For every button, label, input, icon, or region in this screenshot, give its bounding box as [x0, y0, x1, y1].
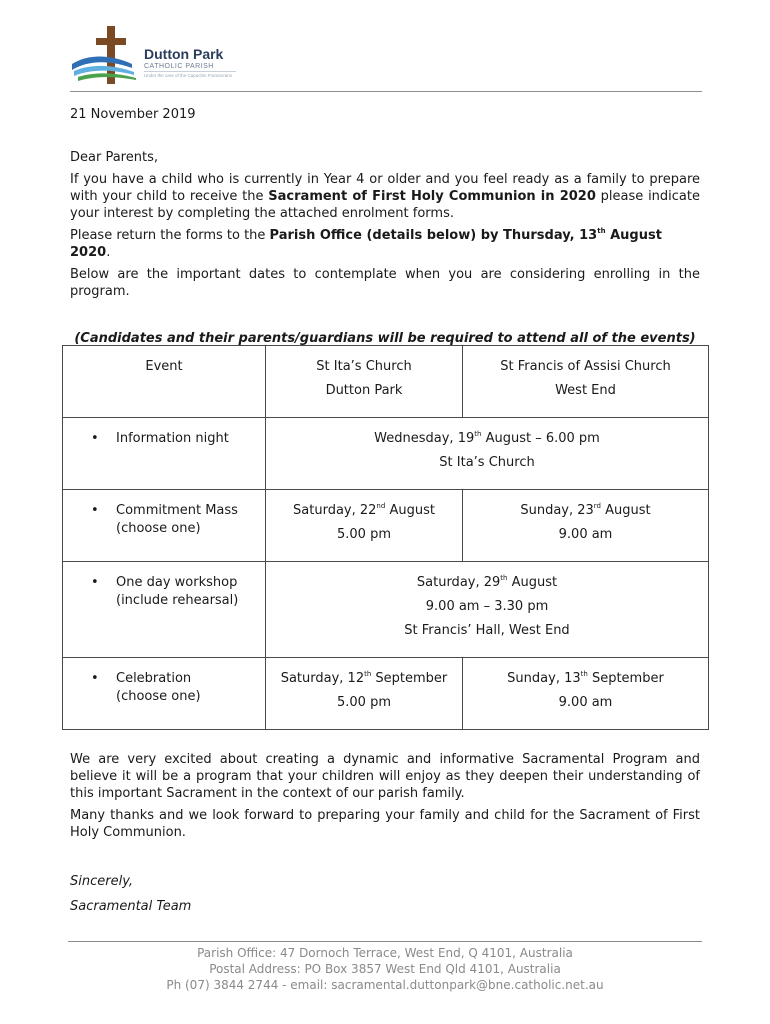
letter-date: 21 November 2019	[70, 107, 196, 122]
celebration-st-itas	[266, 658, 463, 730]
celebration-st-itas-date	[266, 667, 462, 691]
intro-text-1a: If you have a child who is currently in Year 4 or older and you feel ready as a family to prepare with your child to receive the	[70, 172, 700, 204]
logo-name: Dutton Park	[144, 46, 224, 62]
workshop-venue: St Francis’ Hall, West End	[404, 623, 570, 638]
header-st-francis-name: St Francis of Assisi Church	[500, 359, 671, 374]
celebration-st-francis-ordinal: th	[580, 670, 588, 678]
workshop-time: 9.00 am – 3.30 pm	[425, 599, 549, 614]
event-label: One day workshop	[116, 575, 238, 590]
info-night-ordinal: th	[474, 430, 482, 438]
return-period: .	[106, 245, 111, 260]
attendance-notice: (Candidates and their parents/guardians will be required to attend all of the events)	[74, 331, 696, 346]
commitment-st-francis-date	[463, 499, 708, 523]
header-st-itas-location: Dutton Park	[325, 383, 403, 398]
celebration-st-itas-ordinal: th	[364, 670, 372, 678]
commitment-st-francis-date-a: Sunday, 23	[520, 503, 594, 518]
footer-postal-address: Postal Address: PO Box 3857 West End Qld 4101, Australia	[209, 962, 561, 976]
table-row	[63, 658, 709, 730]
table-row	[63, 562, 709, 658]
header-event: Event	[145, 359, 183, 374]
table-header-row	[63, 346, 709, 418]
events-table	[62, 345, 709, 730]
event-note: (include rehearsal)	[116, 593, 239, 608]
commitment-st-francis-ordinal: rd	[593, 502, 601, 510]
celebration-st-francis-date-a: Sunday, 13	[507, 671, 581, 686]
signature: Sacramental Team	[70, 899, 192, 914]
header-st-itas-name: St Ita’s Church	[316, 359, 412, 374]
workshop-date-b: August	[507, 575, 558, 590]
logo-tagline: Under the care of the Capuchin Franciscans	[144, 71, 236, 78]
workshop-date-a: Saturday, 29	[416, 575, 501, 590]
commitment-st-itas-date	[266, 499, 462, 523]
info-night-date-a: Wednesday, 19	[374, 431, 475, 446]
intro-paragraph-2	[70, 227, 700, 261]
celebration-st-itas-date-b: September	[371, 671, 448, 686]
deadline-ordinal: th	[597, 227, 606, 235]
commitment-st-itas-date-a: Saturday, 22	[293, 503, 377, 518]
workshop-ordinal: th	[500, 574, 508, 582]
event-label: Commitment Mass	[116, 503, 238, 518]
celebration-st-francis-time: 9.00 am	[558, 695, 613, 710]
footer-office-address: Parish Office: 47 Dornoch Terrace, West End, Q 4101, Australia	[197, 946, 573, 960]
signature-block	[70, 873, 191, 915]
workshop-details	[266, 562, 709, 658]
info-night-details	[266, 418, 709, 490]
event-cell-celebration	[63, 658, 266, 730]
celebration-st-itas-date-a: Saturday, 12	[280, 671, 365, 686]
bullet-icon: •	[91, 671, 99, 686]
commitment-st-francis-time: 9.00 am	[558, 527, 613, 542]
event-label: Celebration	[116, 671, 192, 686]
header-event-cell	[63, 346, 266, 418]
info-night-date-b: August – 6.00 pm	[481, 431, 600, 446]
celebration-st-francis-date	[463, 667, 708, 691]
table-row	[63, 418, 709, 490]
celebration-st-francis	[463, 658, 709, 730]
info-night-venue: St Ita’s Church	[439, 455, 535, 470]
return-text: Please return the forms to the	[70, 228, 270, 243]
event-cell-workshop	[63, 562, 266, 658]
commitment-st-itas-date-b: August	[385, 503, 435, 518]
commitment-st-francis	[463, 490, 709, 562]
header-st-itas-cell	[266, 346, 463, 418]
event-label: Information night	[116, 431, 229, 446]
sign-off: Sincerely,	[70, 874, 134, 889]
commitment-st-francis-date-b: August	[601, 503, 651, 518]
event-cell-commitment	[63, 490, 266, 562]
commitment-st-itas	[266, 490, 463, 562]
event-note: (choose one)	[116, 521, 201, 536]
footer-divider	[68, 941, 702, 942]
bullet-icon: •	[91, 575, 99, 590]
header-st-francis-location: West End	[555, 383, 616, 398]
bullet-icon: •	[91, 503, 99, 518]
salutation: Dear Parents,	[70, 150, 158, 165]
header-st-francis-cell	[463, 346, 709, 418]
header-divider	[70, 91, 702, 92]
footer-contact: Ph (07) 3844 2744 - email: sacramental.duttonpark@bne.catholic.net.au	[166, 978, 604, 992]
event-note: (choose one)	[116, 689, 201, 704]
celebration-st-itas-time: 5.00 pm	[337, 695, 391, 710]
workshop-date	[266, 571, 708, 595]
deadline-part-b: August 2020	[70, 228, 662, 260]
closing-section	[70, 751, 700, 841]
event-cell-info-night	[63, 418, 266, 490]
commitment-st-itas-ordinal: nd	[376, 502, 386, 510]
logo-subtitle: CATHOLIC PARISH	[144, 63, 214, 70]
letter-body	[70, 106, 700, 347]
closing-paragraph-1: We are very excited about creating a dynamic and informative Sacramental Program and believe it will be a program that your children will enjoy as they deepen their understanding of this important Sacrament in the context of our parish family.	[70, 752, 700, 801]
intro-text-1b: please indicate your interest by completing the attached enrolment forms.	[70, 189, 700, 221]
celebration-st-francis-date-b: September	[587, 671, 664, 686]
intro-paragraph-1	[70, 171, 700, 222]
intro-paragraph-3: Below are the important dates to contemplate when you are considering enrolling in the program.	[70, 267, 700, 299]
footer	[68, 945, 702, 993]
cross-and-waves-icon	[70, 24, 150, 86]
info-night-date	[266, 427, 708, 451]
table-row	[63, 490, 709, 562]
parish-logo	[70, 24, 240, 86]
deadline-part-a: Parish Office (details below) by Thursday, 13	[269, 228, 598, 243]
bullet-icon: •	[91, 431, 99, 446]
sacrament-highlight: Sacrament of First Holy Communion in 2020	[268, 189, 596, 204]
closing-paragraph-2: Many thanks and we look forward to preparing your family and child for the Sacrament of First Holy Communion.	[70, 808, 700, 840]
commitment-st-itas-time: 5.00 pm	[337, 527, 391, 542]
